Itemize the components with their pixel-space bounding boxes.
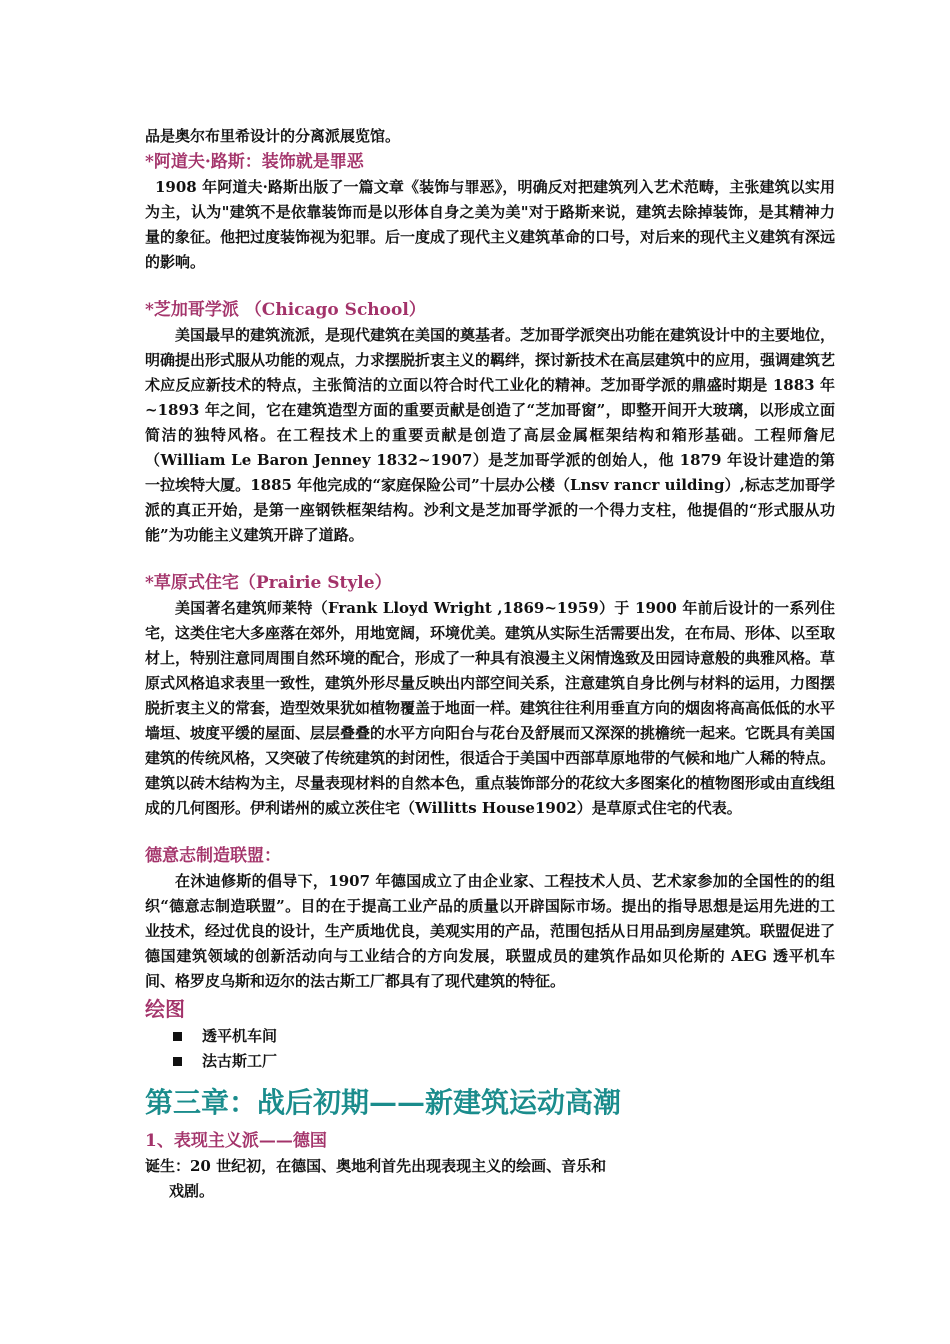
chicago-paragraph: 美国最早的建筑流派，是现代建筑在美国的奠基者。芝加哥学派突出功能在建筑设计中的主要地位，明确提出形式服从功能的观点，力求摆脱折衷主义的羁绊，探讨新技术在高层建筑中的应用，强调建筑艺术应反应新技术的特点，主张简洁的立面以符合时代工业化的精神。芝加哥学派的鼎盛时期是 1883 年~1893 年之间，它在建筑造型方面的重要贡献是创造了“芝加哥窗”，即整开间开大玻璃，以形成立面简洁的独特风格。在工程技术上的重要贡献是创造了高层金属框架结构和箱形基础。工程师詹尼（William Le Baron Jenney 1832~1907）是芝加哥学派的创始人，他 1879 年设计建造的第一拉埃特大厦。1885 年他完成的“家庭保险公司”十层办公楼（Lnsv rancr uilding）,标志芝加哥学派的真正开始，是第一座钢铁框架结构。沙利文是芝加哥学派的一个得力支柱，他提倡的“形式服从功能”为功能主义建筑开辟了道路。 xyxy=(145,326,836,544)
werkbund-heading: 德意志制造联盟： xyxy=(145,846,281,866)
section-heading: 1、表现主义派——德国 xyxy=(145,1131,327,1151)
prairie-heading: *草原式住宅（Prairie Style） xyxy=(145,573,392,593)
square-bullet-icon xyxy=(173,1057,182,1066)
list-item xyxy=(145,1024,835,1049)
birth-line: 诞生：20 世纪初，在德国、奥地利首先出现表现主义的绘画、音乐和 xyxy=(145,1157,607,1175)
prairie-paragraph: 美国著名建筑师莱特（Frank Lloyd Wright ,1869~1959）于 1900 年前后设计的一系列住宅，这类住宅大多座落在郊外，用地宽阔，环境优美。建筑从实际生活需要出发，在布局、形体、以至取材上，特别注意同周围自然环境的配合，形成了一种具有浪漫主义闲情逸致及田园诗意般的典雅风格。草原式风格追求表里一致性，建筑外形尽量反映出内部空间关系，注意建筑自身比例与材料的运用，力图摆脱折衷主义的常套，造型效果犹如植物覆盖于地面一样。建筑往往利用垂直方向的烟囱将高高低低的水平墙垣、坡度平缓的屋面、层层叠叠的水平方向阳台与花台及舒展而又深深的挑檐统一起来。它既具有美国建筑的传统风格，又突破了传统建筑的封闭性，很适合于美国中西部草原地带的气候和地广人稀的特点。建筑以砖木结构为主，尽量表现材料的自然本色，重点装饰部分的花纹大多图案化的植物图形或由直线组成的几何图形。伊利诺州的威立茨住宅（Willitts House1902）是草原式住宅的代表。 xyxy=(145,599,836,817)
list-item-label: 透平机车间 xyxy=(202,1027,278,1045)
square-bullet-icon xyxy=(173,1032,182,1041)
werkbund-paragraph: 在沐迪修斯的倡导下，1907 年德国成立了由企业家、工程技术人员、艺术家参加的全国性的的组织“德意志制造联盟”。目的在于提高工业产品的质量以开辟国际市场。提出的指导思想是运用先进的工业技术，经过优良的设计，生产质地优良，美观实用的产品，范围包括从日用品到房屋建筑。联盟促进了德国建筑领域的创新活动向与工业结合的方向发展，联盟成员的建筑作品如贝伦斯的 AEG 透平机车间、格罗皮乌斯和迈尔的法古斯工厂都具有了现代建筑的特征。 xyxy=(145,872,836,990)
chapter-title: 第三章：战后初期——新建筑运动高潮 xyxy=(145,1086,622,1119)
document-page xyxy=(145,124,835,1204)
chicago-heading: *芝加哥学派 （Chicago School） xyxy=(145,300,426,320)
loos-heading: *阿道夫·路斯：装饰就是罪恶 xyxy=(145,152,364,172)
drawings-heading: 绘图 xyxy=(145,997,185,1021)
drawings-list xyxy=(145,1024,835,1074)
list-item-label: 法古斯工厂 xyxy=(202,1052,278,1070)
loos-paragraph: 1908 年阿道夫·路斯出版了一篇文章《装饰与罪恶》，明确反对把建筑列入艺术范畴，主张建筑以实用为主，认为"建筑不是依靠装饰而是以形体自身之美为美"对于路斯来说，建筑去除掉装饰，是其精神力量的象征。他把过度装饰视为犯罪。后一度成了现代主义建筑革命的口号，对后来的现代主义建筑有深远的影响。 xyxy=(145,178,836,271)
list-item xyxy=(145,1049,835,1074)
intro-line: 品是奥尔布里希设计的分离派展览馆。 xyxy=(145,127,401,145)
birth-line-continued: 戏剧。 xyxy=(169,1182,215,1200)
